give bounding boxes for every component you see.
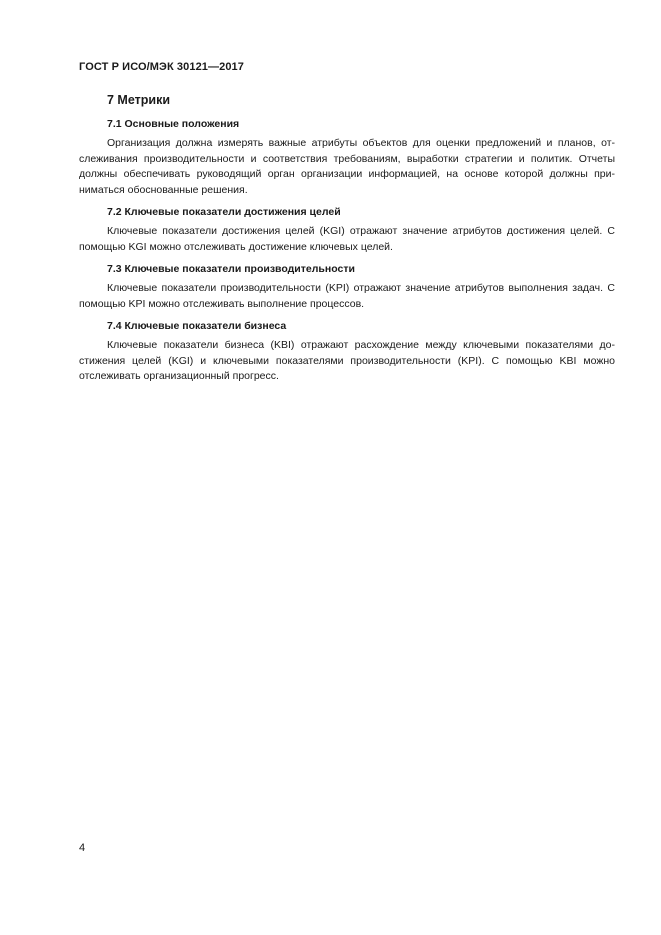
section-title: 7 Метрики bbox=[107, 93, 171, 107]
document-standard-code: ГОСТ Р ИСО/МЭК 30121—2017 bbox=[79, 61, 244, 73]
subsection-title-7-1: 7.1 Основные положения bbox=[107, 118, 240, 130]
page-number: 4 bbox=[79, 842, 86, 854]
subsection-paragraph-7-3: Ключевые показатели производительности (KPI) отражают значение атрибутов выполнения задач. С помощью KPI можно отслеживать выполнение процессов. bbox=[79, 282, 615, 310]
subsection-paragraph-7-2: Ключевые показатели достижения целей (KGI) отражают значение атрибутов достижения целей. С помощью KGI можно отслеживать достижение ключевых целей. bbox=[79, 225, 615, 253]
document-body bbox=[79, 93, 615, 393]
subsection-title-7-2: 7.2 Ключевые показатели достижения целей bbox=[107, 206, 341, 218]
subsection-title-7-3: 7.3 Ключевые показатели производительности bbox=[107, 263, 355, 275]
subsection-paragraph-7-1: Организация должна измерять важные атрибуты объектов для оценки предложений и планов, отслеживания производительности и соответствия требованиям, выработки стратегии и политик. Отчеты должны обеспечивать руководящий орган организации информацией, на основе которой должны приниматься обоснованные решения. bbox=[79, 137, 615, 196]
subsection-paragraph-7-4: Ключевые показатели бизнеса (KBI) отражают расхождение между ключевыми показателями достижения целей (KGI) и ключевыми показателями производительности (KPI). С помощью KBI можно отслеживать организационный прогресс. bbox=[79, 339, 615, 382]
subsection-title-7-4: 7.4 Ключевые показатели бизнеса bbox=[107, 320, 287, 332]
